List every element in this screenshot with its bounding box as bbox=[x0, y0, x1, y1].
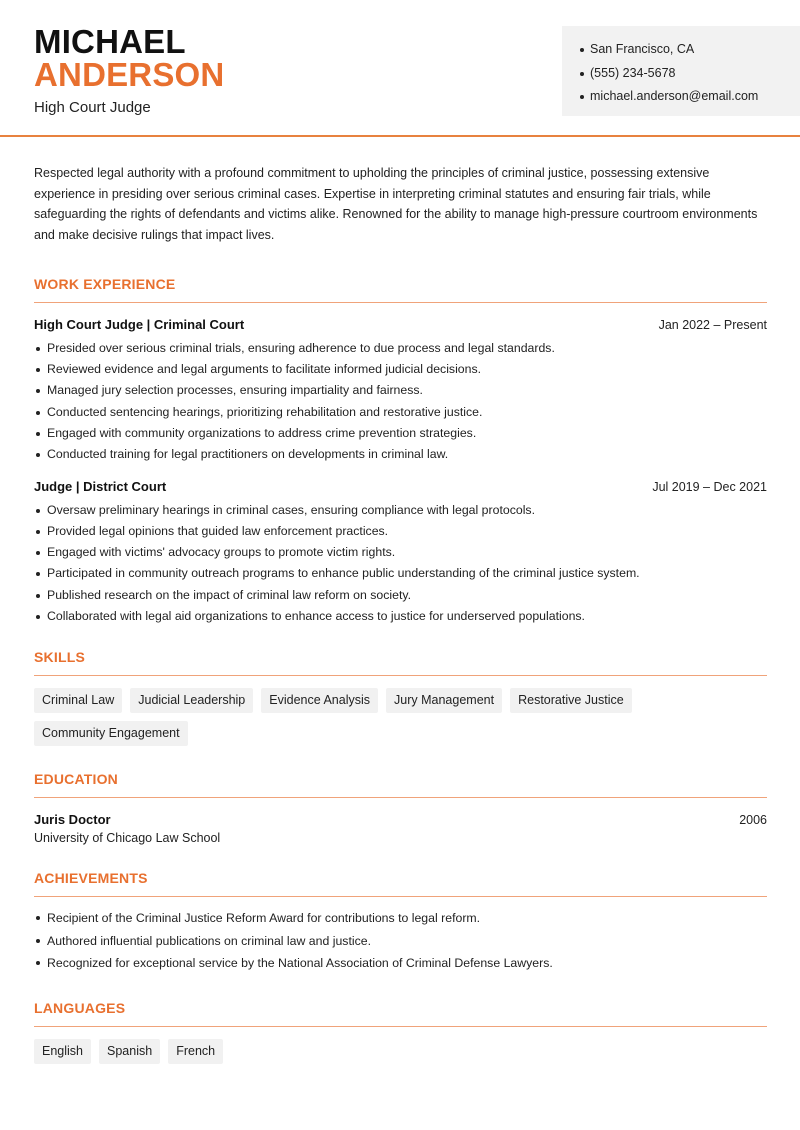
language-tag: Spanish bbox=[99, 1039, 160, 1064]
education-entry bbox=[34, 812, 767, 845]
section-title-languages: LANGUAGES bbox=[34, 1000, 767, 1027]
achievement-list bbox=[34, 907, 767, 975]
job-bullet: Participated in community outreach programs to enhance public understanding of the criminal justice system. bbox=[34, 563, 767, 584]
job-role: High Court Judge | Criminal Court bbox=[34, 316, 245, 332]
achievements-section bbox=[34, 870, 767, 975]
job-bullet: Conducted sentencing hearings, prioritizing rehabilitation and restorative justice. bbox=[34, 402, 767, 423]
section-title-work: WORK EXPERIENCE bbox=[34, 276, 767, 303]
language-tag: French bbox=[168, 1039, 223, 1064]
resume-content bbox=[34, 163, 767, 1064]
skills-section bbox=[34, 649, 767, 746]
work-experience-section bbox=[34, 276, 767, 628]
skill-tag: Jury Management bbox=[386, 688, 502, 713]
job-bullet: Oversaw preliminary hearings in criminal cases, ensuring compliance with legal protocols. bbox=[34, 500, 767, 521]
contact-location: San Francisco, CA bbox=[580, 38, 800, 62]
language-tag: English bbox=[34, 1039, 91, 1064]
skill-tag: Evidence Analysis bbox=[261, 688, 378, 713]
languages-section bbox=[34, 1000, 767, 1064]
education-header bbox=[34, 812, 767, 827]
contact-box bbox=[562, 26, 800, 116]
job-bullet: Engaged with victims' advocacy groups to promote victim rights. bbox=[34, 542, 767, 563]
education-school: University of Chicago Law School bbox=[34, 831, 221, 846]
job-bullet: Managed jury selection processes, ensuring impartiality and fairness. bbox=[34, 380, 767, 401]
skills-tags bbox=[34, 688, 767, 746]
contact-list bbox=[580, 38, 800, 109]
education-degree: Juris Doctor bbox=[34, 812, 111, 828]
contact-email: michael.anderson@email.com bbox=[580, 85, 800, 109]
skill-tag: Criminal Law bbox=[34, 688, 122, 713]
achievement-item: Recipient of the Criminal Justice Reform Award for contributions to legal reform. bbox=[34, 907, 767, 930]
job-bullet: Collaborated with legal aid organizations to enhance access to justice for underserved populations. bbox=[34, 606, 767, 627]
section-title-education: EDUCATION bbox=[34, 771, 767, 798]
last-name: ANDERSON bbox=[34, 56, 225, 93]
job-bullet: Provided legal opinions that guided law enforcement practices. bbox=[34, 521, 767, 542]
first-name: MICHAEL bbox=[34, 23, 186, 60]
job-title: High Court Judge bbox=[34, 99, 151, 116]
achievement-item: Recognized for exceptional service by the National Association of Criminal Defense Lawyers. bbox=[34, 952, 767, 975]
skill-tag: Judicial Leadership bbox=[130, 688, 253, 713]
job-bullet: Reviewed evidence and legal arguments to facilitate informed judicial decisions. bbox=[34, 359, 767, 380]
job-header bbox=[34, 317, 767, 332]
job-bullet: Published research on the impact of criminal law reform on society. bbox=[34, 585, 767, 606]
job-role: Judge | District Court bbox=[34, 478, 167, 494]
skill-tag: Restorative Justice bbox=[510, 688, 632, 713]
resume-header bbox=[0, 0, 800, 137]
education-year: 2006 bbox=[739, 813, 767, 828]
job-bullets bbox=[34, 500, 767, 628]
job-bullet: Conducted training for legal practitioners on developments in criminal law. bbox=[34, 444, 767, 465]
achievement-item: Authored influential publications on criminal law and justice. bbox=[34, 930, 767, 953]
section-title-achievements: ACHIEVEMENTS bbox=[34, 870, 767, 897]
job-dates: Jul 2019 – Dec 2021 bbox=[652, 479, 767, 494]
job-entry bbox=[34, 479, 767, 628]
job-bullet: Engaged with community organizations to address crime prevention strategies. bbox=[34, 423, 767, 444]
job-entry bbox=[34, 317, 767, 466]
job-bullets bbox=[34, 338, 767, 466]
job-header bbox=[34, 479, 767, 494]
education-section bbox=[34, 771, 767, 845]
summary: Respected legal authority with a profound commitment to upholding the principles of criminal justice, possessing extensive experience in presiding over serious criminal cases. Expertise in interpreting criminal statutes and ensuring fair trials, while safeguarding the rights of defendants and victims alike. Renowned for the ability to manage high-pressure courtroom environments and make decisive rulings that impact lives. bbox=[34, 166, 758, 243]
job-dates: Jan 2022 – Present bbox=[658, 317, 767, 332]
contact-phone: (555) 234-5678 bbox=[580, 62, 800, 86]
language-tags bbox=[34, 1039, 767, 1064]
section-title-skills: SKILLS bbox=[34, 649, 767, 676]
job-bullet: Presided over serious criminal trials, ensuring adherence to due process and legal standards. bbox=[34, 338, 767, 359]
skill-tag: Community Engagement bbox=[34, 721, 188, 746]
